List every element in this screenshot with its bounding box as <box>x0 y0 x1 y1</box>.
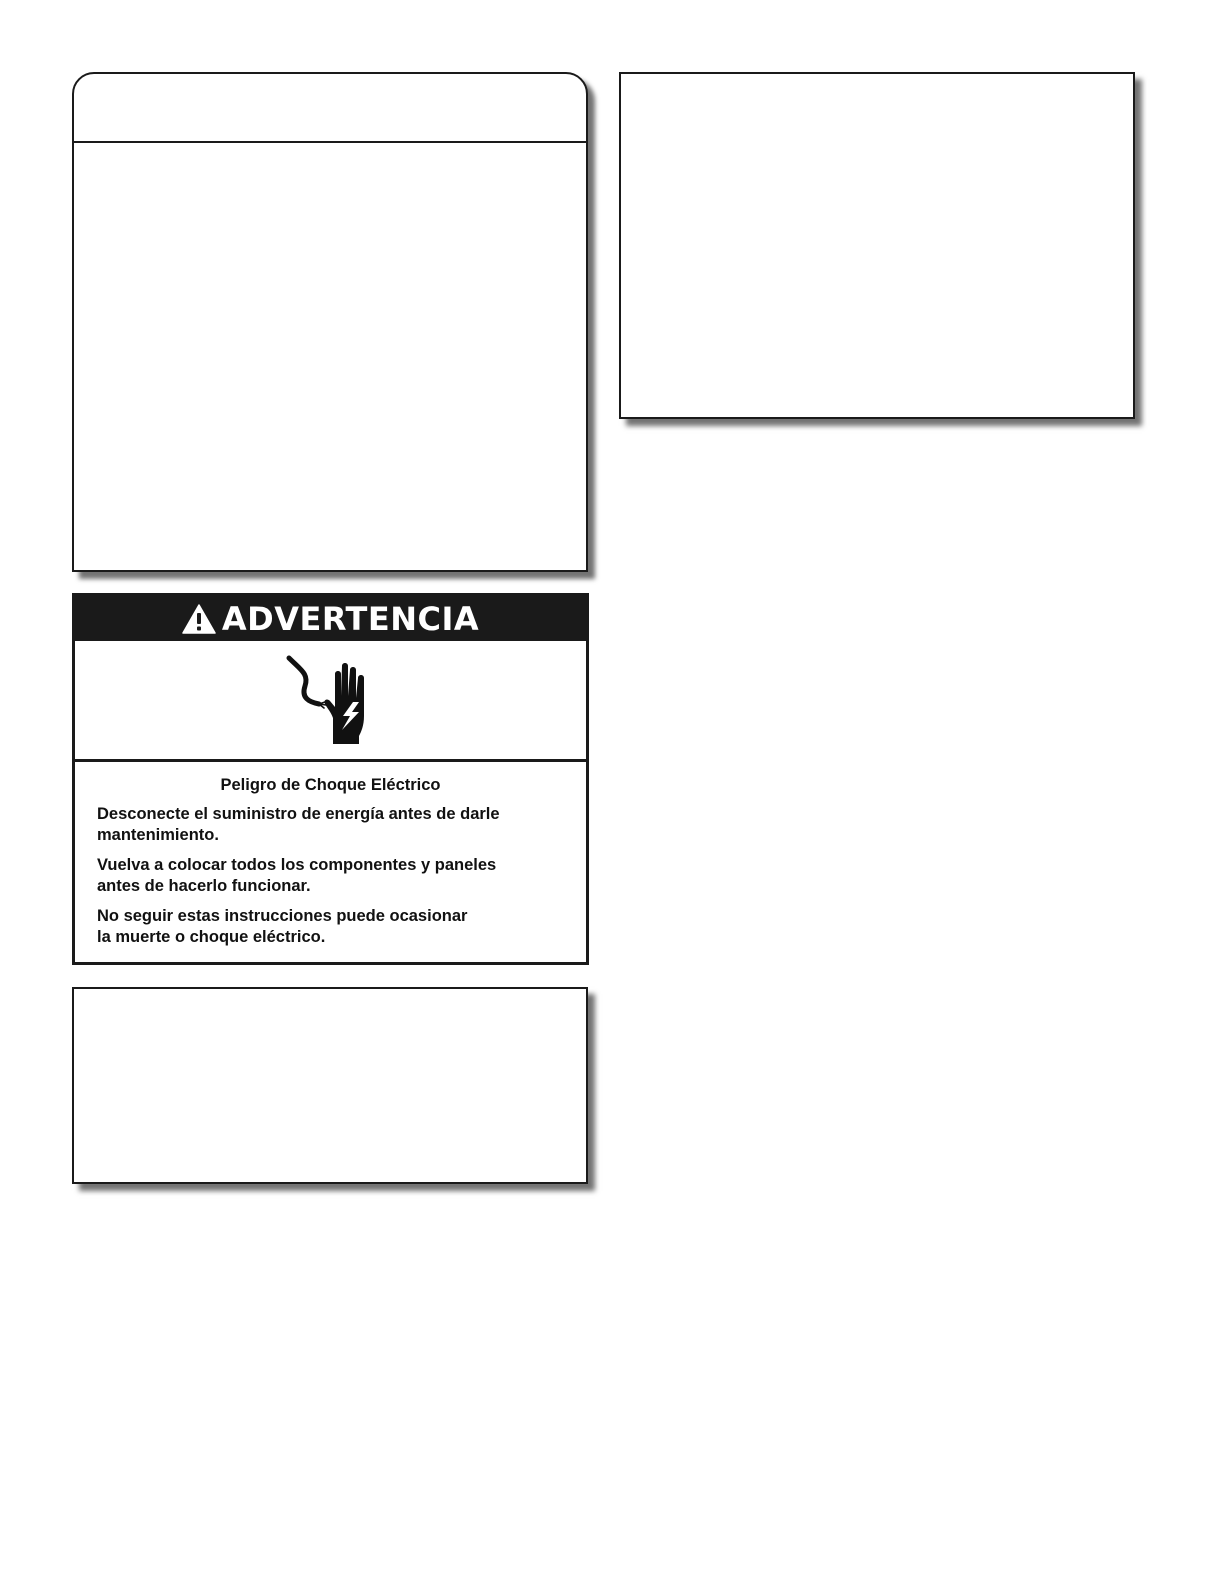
panel-top-left <box>72 72 588 572</box>
panel-top-right <box>619 72 1135 419</box>
warning-box <box>72 593 589 965</box>
panel-header-divider <box>74 141 586 143</box>
instruction-replace-parts: Vuelva a colocar todos los componentes y paneles antes de hacerlo funcionar. <box>97 856 497 895</box>
warning-signal-word: ADVERTENCIA <box>221 599 480 638</box>
instruction-disconnect: Desconecte el suministro de energía antes de darle mantenimiento. <box>97 805 500 844</box>
warning-text-area <box>75 762 586 957</box>
electric-shock-hand-icon <box>283 652 379 748</box>
panel-bottom-left <box>72 987 588 1184</box>
instruction-consequence: No seguir estas instrucciones puede ocasionar la muerte o choque eléctrico. <box>97 907 468 946</box>
hazard-triangle-icon <box>182 604 216 634</box>
warning-header <box>75 596 586 641</box>
hazard-name: Peligro de Choque Eléctrico <box>220 776 441 794</box>
warning-symbol-area <box>75 641 586 762</box>
